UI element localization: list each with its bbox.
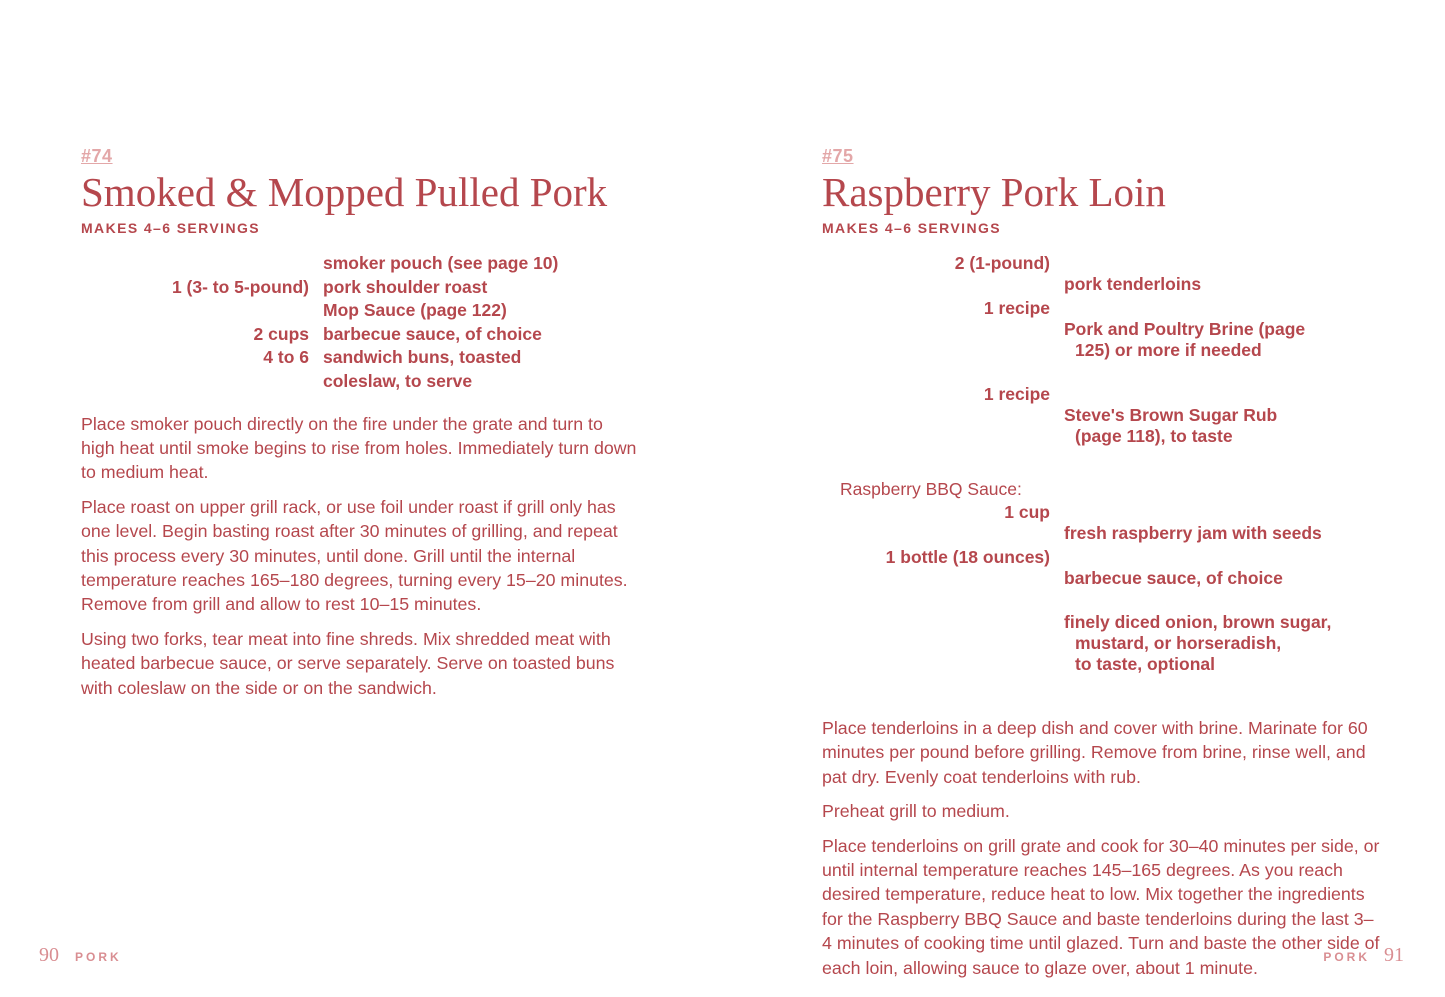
section-name: PORK [75,950,122,964]
ingredient-text: Pork and Poultry Brine (page [1064,318,1306,339]
ingredient-qty [81,371,323,392]
ingredient-list [822,253,1382,696]
ingredient-qty: 1 (3- to 5-pound) [171,276,309,297]
page-footer-right [1323,944,1404,967]
ingredient-text: finely diced onion, brown sugar, [1064,612,1332,632]
ingredient-row [81,300,641,321]
recipe-number: #75 [822,146,854,166]
ingredient-qty: 1 cup [1004,502,1050,522]
instructions [822,716,1382,980]
ingredient-text: pork tenderloins [1064,274,1202,294]
ingredient-continuation: mustard, or horseradish, to taste, optional [1075,633,1282,674]
recipe-title: Raspberry Pork Loin [822,169,1166,215]
ingredient-item: barbecue sauce, of choice [323,323,542,344]
instructions [81,412,641,700]
instruction-paragraph: Place roast on upper grill rack, or use foil under roast if grill only has one level. Begin basting roast after 30 minutes of grilling, and repeat this process every 30 minutes, until done. Grill until the internal temperature reaches 165–180 degrees, turning every 15–20 minutes. Remove from grill and allow to rest 10–15 minutes. [81,496,628,615]
left-page [0,0,722,997]
page-number: 91 [1384,944,1404,966]
ingredient-text: barbecue sauce, of choice [1064,567,1283,588]
ingredient-row [81,347,641,368]
ingredient-row [822,502,1382,544]
page-number: 90 [39,944,59,966]
ingredient-item [1064,298,1382,382]
ingredient-row [81,324,641,345]
section-name: PORK [1323,950,1370,964]
ingredient-item: coleslaw, to serve [323,370,473,391]
ingredient-item: smoker pouch (see page 10) [323,253,559,273]
instruction-paragraph: Place tenderloins on grill grate and cook for 30–40 minutes per side, or until internal temperature reaches 145–165 degrees. As you reach desired temperature, reduce heat to low. Mix together the ingredients for the Raspberry BBQ Sauce and baste tenderloins during the last 3–4 minutes of cooking time until glazed. Turn and baste the other side of each loin, allowing sauce to glaze over, about 1 minute. [822,835,1380,978]
ingredient-item [1064,253,1382,295]
ingredient-qty: 1 bottle (18 ounces) [885,546,1050,567]
ingredient-row [822,591,1382,696]
ingredient-qty: 1 recipe [983,297,1050,318]
recipe-75 [822,145,1382,990]
instruction-paragraph: Place tenderloins in a deep dish and cover with brine. Marinate for 60 minutes per pound before grilling. Remove from brine, rinse well, and pat dry. Evenly coat tenderloins with rub. [822,718,1368,787]
page-footer-left [39,944,122,967]
sauce-heading: Raspberry BBQ Sauce: [840,479,1022,499]
instruction-paragraph: Using two forks, tear meat into fine shreds. Mix shredded meat with heated barbecue sauce, or serve separately. Serve on toasted buns with coleslaw on the side or on the sandwich. [81,628,615,698]
ingredient-qty [81,253,323,274]
ingredient-row [822,298,1382,382]
instruction-paragraph: Preheat grill to medium. [822,801,1010,822]
ingredient-continuation: (page 118), to taste [1075,426,1233,446]
ingredient-row [822,384,1382,468]
ingredient-item: pork shoulder roast [323,276,488,297]
recipe-number: #74 [81,146,113,166]
ingredient-continuation: 125) or more if needed [1075,339,1262,360]
ingredient-list [81,253,641,392]
ingredient-item [1064,502,1382,544]
ingredient-item: Mop Sauce (page 122) [323,300,507,320]
ingredient-item [1064,591,1382,696]
ingredient-row [822,547,1382,589]
instruction-paragraph: Place smoker pouch directly on the fire under the grate and turn to high heat until smoke begins to rise from holes. Immediately turn down to medium heat. [81,413,637,483]
servings-label: MAKES 4–6 SERVINGS [81,220,260,236]
ingredient-item [1064,384,1382,468]
recipe-74 [81,145,641,710]
ingredient-row [81,253,641,274]
ingredient-qty: 4 to 6 [263,347,309,367]
ingredient-row [81,277,641,298]
servings-label: MAKES 4–6 SERVINGS [822,220,1001,236]
ingredient-row [822,253,1382,295]
ingredient-item [1064,547,1382,589]
ingredient-text: Steve's Brown Sugar Rub [1064,405,1278,425]
ingredient-qty [822,591,1064,696]
recipe-title: Smoked & Mopped Pulled Pork [81,169,608,215]
ingredient-qty: 1 recipe [983,384,1050,404]
ingredient-text: fresh raspberry jam with seeds [1064,523,1322,543]
ingredient-qty [81,300,323,321]
right-page [722,0,1445,997]
ingredient-row [81,371,641,392]
ingredient-qty: 2 cups [253,323,309,344]
ingredient-qty: 2 (1-pound) [954,253,1050,273]
ingredient-item: sandwich buns, toasted [323,347,522,367]
